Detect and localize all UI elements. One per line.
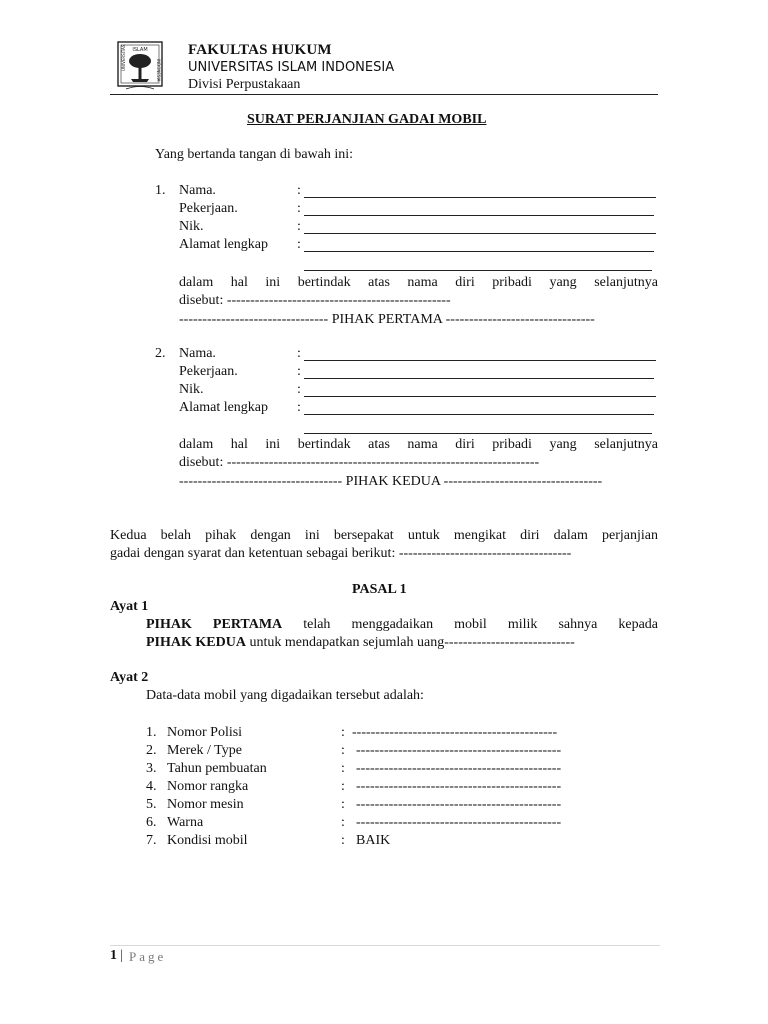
- car-item-colon-1: :: [341, 725, 345, 740]
- car-item-label-merek-type: Merek / Type: [167, 743, 242, 758]
- footer-divider: [110, 945, 660, 946]
- car-item-value-nomor-rangka: --------------------------------------------: [356, 779, 562, 794]
- party2-address-field-2[interactable]: [304, 433, 652, 434]
- ayat2-intro: Data-data mobil yang digadaikan tersebut adalah:: [146, 688, 424, 703]
- agreement-line1: Kedua belah pihak dengan ini bersepakat untuk mengikat diri dalam perjanjian: [110, 528, 658, 543]
- party1-nik-label: Nik.: [179, 219, 204, 234]
- ayat1-line2: [146, 635, 575, 651]
- party1-nik-colon: :: [297, 219, 301, 234]
- pihak-pertama-bold: PIHAK PERTAMA: [146, 617, 283, 632]
- car-item-label-nomor-mesin: Nomor mesin: [167, 797, 244, 812]
- party2-address-colon: :: [297, 400, 301, 415]
- party1-nik-field[interactable]: [304, 233, 656, 234]
- svg-text:UNIVERSITAS: UNIVERSITAS: [121, 44, 126, 71]
- car-item-colon-2: :: [341, 743, 345, 758]
- car-item-label-warna: Warna: [167, 815, 204, 830]
- car-item-num-2: 2.: [146, 743, 157, 758]
- party2-nik-field[interactable]: [304, 396, 656, 397]
- car-item-num-1: 1.: [146, 725, 157, 740]
- party1-job-field[interactable]: [304, 215, 654, 216]
- ayat1-line2-rest: untuk mendapatkan sejumlah uang----------------------------: [249, 635, 575, 650]
- car-item-value-merek-type: --------------------------------------------: [356, 743, 562, 758]
- car-item-value-nomor-mesin: --------------------------------------------: [356, 797, 562, 812]
- car-item-num-5: 5.: [146, 797, 157, 812]
- party2-nik-colon: :: [297, 382, 301, 397]
- document-title: SURAT PERJANJIAN GADAI MOBIL: [247, 112, 487, 127]
- footer-page-label: Page: [129, 949, 167, 964]
- party1-name-label: Nama.: [179, 183, 216, 198]
- university-name: UNIVERSITAS ISLAM INDONESIA: [188, 60, 395, 75]
- party2-statement-line1: dalam hal ini bertindak atas nama diri pribadi yang selanjutnya: [179, 437, 658, 452]
- faculty-title: FAKULTAS HUKUM: [188, 42, 332, 58]
- ayat1-label: Ayat 1: [110, 599, 149, 614]
- party2-statement-line2: disebut: -------------------------------------------------------------------: [179, 455, 540, 470]
- party1-statement-line1: dalam hal ini bertindak atas nama diri pribadi yang selanjutnya: [179, 275, 658, 290]
- party2-nik-label: Nik.: [179, 382, 204, 397]
- party2-name-label: Nama.: [179, 346, 216, 361]
- party1-number: 1.: [155, 183, 166, 198]
- party2-number: 2.: [155, 346, 166, 361]
- party2-job-colon: :: [297, 364, 301, 379]
- footer-separator: |: [120, 948, 123, 963]
- car-item-value-tahun-pembuatan: --------------------------------------------: [356, 761, 562, 776]
- ayat2-label: Ayat 2: [110, 670, 149, 685]
- party1-address-field-2[interactable]: [304, 270, 652, 271]
- car-item-colon-4: :: [341, 779, 345, 794]
- car-item-value-kondisi-mobil: BAIK: [356, 833, 391, 848]
- party1-designation: -------------------------------- PIHAK PERTAMA --------------------------------: [179, 312, 595, 327]
- car-item-num-4: 4.: [146, 779, 157, 794]
- car-item-colon-7: :: [341, 833, 345, 848]
- party1-name-field[interactable]: [304, 197, 656, 198]
- car-item-num-6: 6.: [146, 815, 157, 830]
- party2-name-colon: :: [297, 346, 301, 361]
- svg-text:INDONESIA: INDONESIA: [156, 59, 161, 82]
- party1-statement-line2: disebut: ------------------------------------------------: [179, 293, 451, 308]
- svg-text:ISLAM: ISLAM: [132, 47, 148, 53]
- car-item-label-nomor-rangka: Nomor rangka: [167, 779, 249, 794]
- party1-address-label: Alamat lengkap: [179, 237, 269, 252]
- party1-address-colon: :: [297, 237, 301, 252]
- header-divider: [110, 94, 658, 95]
- car-item-label-kondisi-mobil: Kondisi mobil: [167, 833, 248, 848]
- car-item-colon-3: :: [341, 761, 345, 776]
- car-item-value-warna: --------------------------------------------: [356, 815, 562, 830]
- car-item-label-tahun-pembuatan: Tahun pembuatan: [167, 761, 267, 776]
- ayat1-line1-rest: telah menggadaikan mobil milik sahnya kepada: [303, 617, 658, 632]
- car-item-value-nomor-polisi: --------------------------------------------: [352, 725, 558, 740]
- pasal-heading: PASAL 1: [352, 582, 407, 597]
- agreement-line2: gadai dengan syarat dan ketentuan sebagai berikut: -------------------------------------: [110, 546, 572, 561]
- division-name: Divisi Perpustakaan: [188, 77, 301, 92]
- party2-address-field-1[interactable]: [304, 414, 654, 415]
- footer-page-number: 1: [110, 948, 117, 963]
- party2-address-label: Alamat lengkap: [179, 400, 269, 415]
- party2-job-label: Pekerjaan.: [179, 364, 238, 379]
- university-logo: [117, 41, 163, 91]
- party1-address-field-1[interactable]: [304, 251, 654, 252]
- car-item-num-3: 3.: [146, 761, 157, 776]
- party2-job-field[interactable]: [304, 378, 654, 379]
- party1-job-label: Pekerjaan.: [179, 201, 238, 216]
- ayat1-line1: [146, 617, 658, 633]
- intro-text: Yang bertanda tangan di bawah ini:: [155, 147, 354, 162]
- party2-name-field[interactable]: [304, 360, 656, 361]
- party1-job-colon: :: [297, 201, 301, 216]
- pihak-kedua-bold: PIHAK KEDUA: [146, 635, 246, 650]
- car-item-num-7: 7.: [146, 833, 157, 848]
- car-item-colon-6: :: [341, 815, 345, 830]
- party2-designation: ----------------------------------- PIHAK KEDUA ----------------------------------: [179, 474, 603, 489]
- car-item-colon-5: :: [341, 797, 345, 812]
- party1-name-colon: :: [297, 183, 301, 198]
- car-item-label-nomor-polisi: Nomor Polisi: [167, 725, 243, 740]
